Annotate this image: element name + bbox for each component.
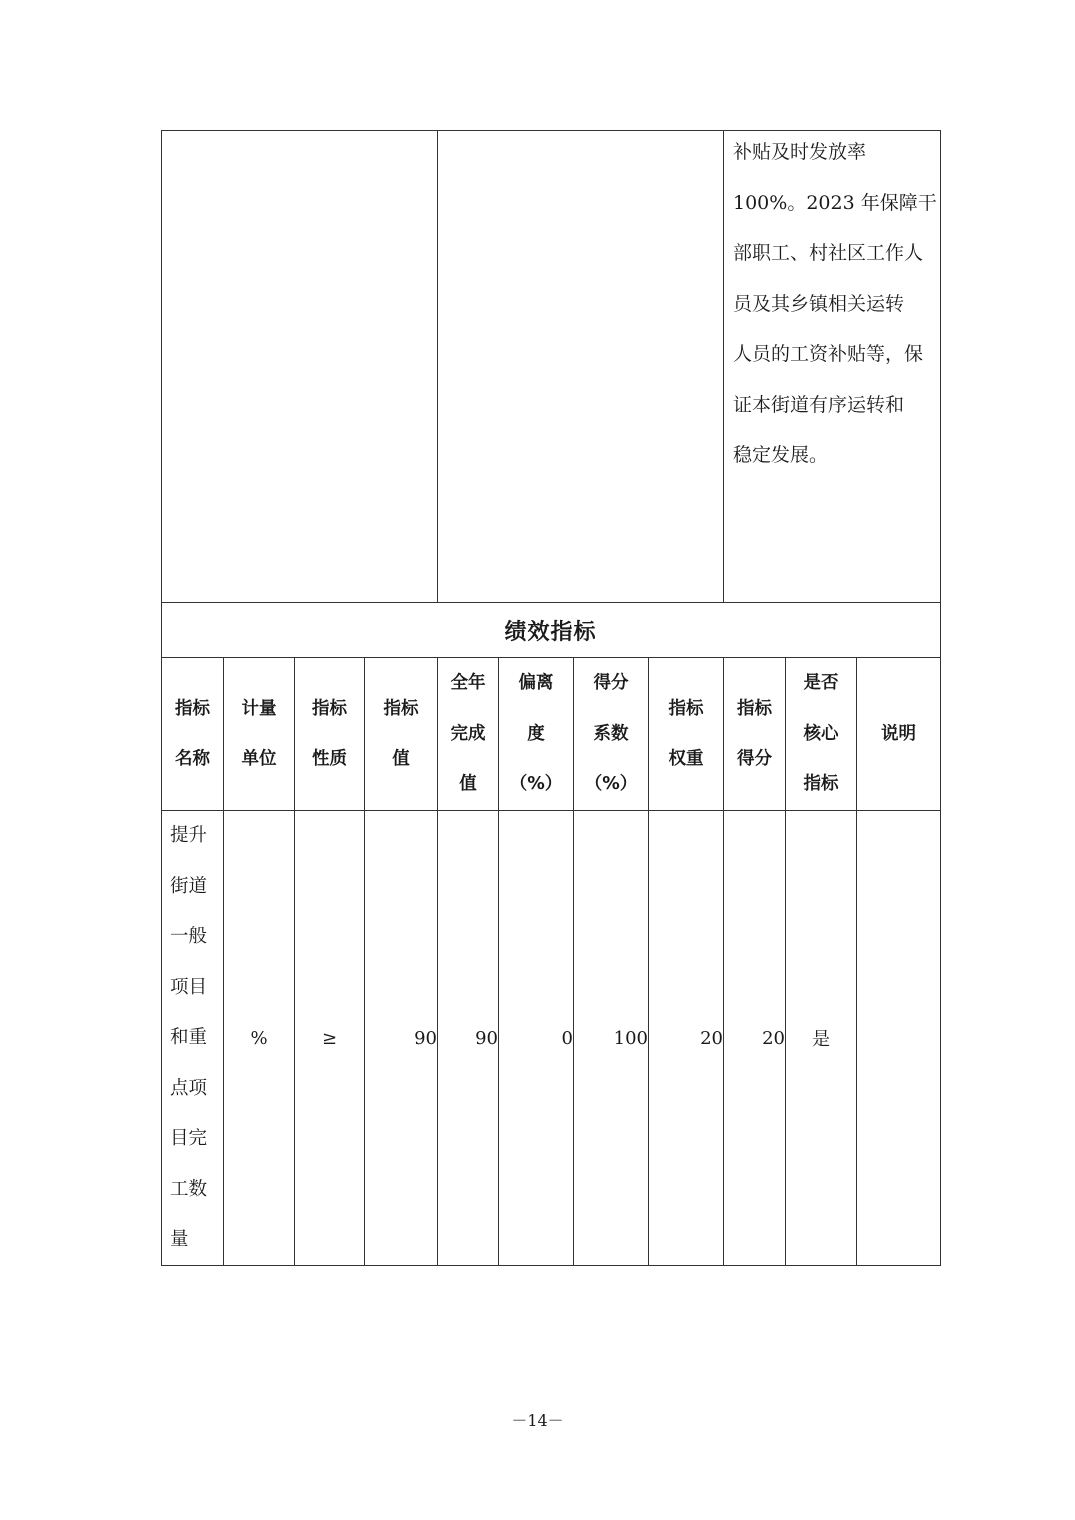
cell-deviation: 0 [561, 1027, 573, 1049]
table-border-right [940, 130, 941, 1266]
header-value: 指标 值 [383, 698, 419, 769]
page-number: －14－ [511, 1411, 564, 1430]
table-divider [437, 130, 438, 602]
table-border-bottom [161, 1265, 941, 1266]
table-divider [723, 130, 724, 602]
continued-cell-text: 补贴及时发放率 100%。2023 年保障干 部职工、村社区工作人 员及其乡镇相关运转 人员的工资补贴等，保 证本街道有序运转和 稳定发展。 [733, 141, 937, 466]
header-coefficient: 得分 系数 （%） [584, 673, 638, 795]
header-deviation: 偏离 度 （%） [509, 673, 563, 795]
header-nature: 指标 性质 [312, 698, 347, 769]
cell-coefficient: 100 [613, 1027, 648, 1049]
cell-indicator-name: 提升 街道 一般 项目 和重 点项 目完 工数 量 [170, 825, 208, 1250]
cell-value: 90 [414, 1027, 437, 1049]
header-weight: 指标 权重 [668, 698, 704, 769]
header-indicator-name: 指标 名称 [175, 698, 210, 769]
header-remark: 说明 [881, 723, 916, 744]
cell-unit: % [250, 1027, 268, 1049]
section-title: 绩效指标 [504, 619, 597, 645]
header-score: 指标 得分 [737, 698, 772, 769]
header-unit: 计量 单位 [241, 698, 277, 769]
cell-nature: ≥ [321, 1027, 338, 1049]
cell-core: 是 [812, 1029, 830, 1050]
cell-remark [857, 811, 940, 1265]
header-completed: 全年 完成 值 [450, 673, 486, 795]
cell-score: 20 [762, 1027, 785, 1049]
cell-weight: 20 [700, 1027, 723, 1049]
header-core: 是否 核心 指标 [803, 673, 839, 795]
cell-completed: 90 [475, 1027, 498, 1049]
